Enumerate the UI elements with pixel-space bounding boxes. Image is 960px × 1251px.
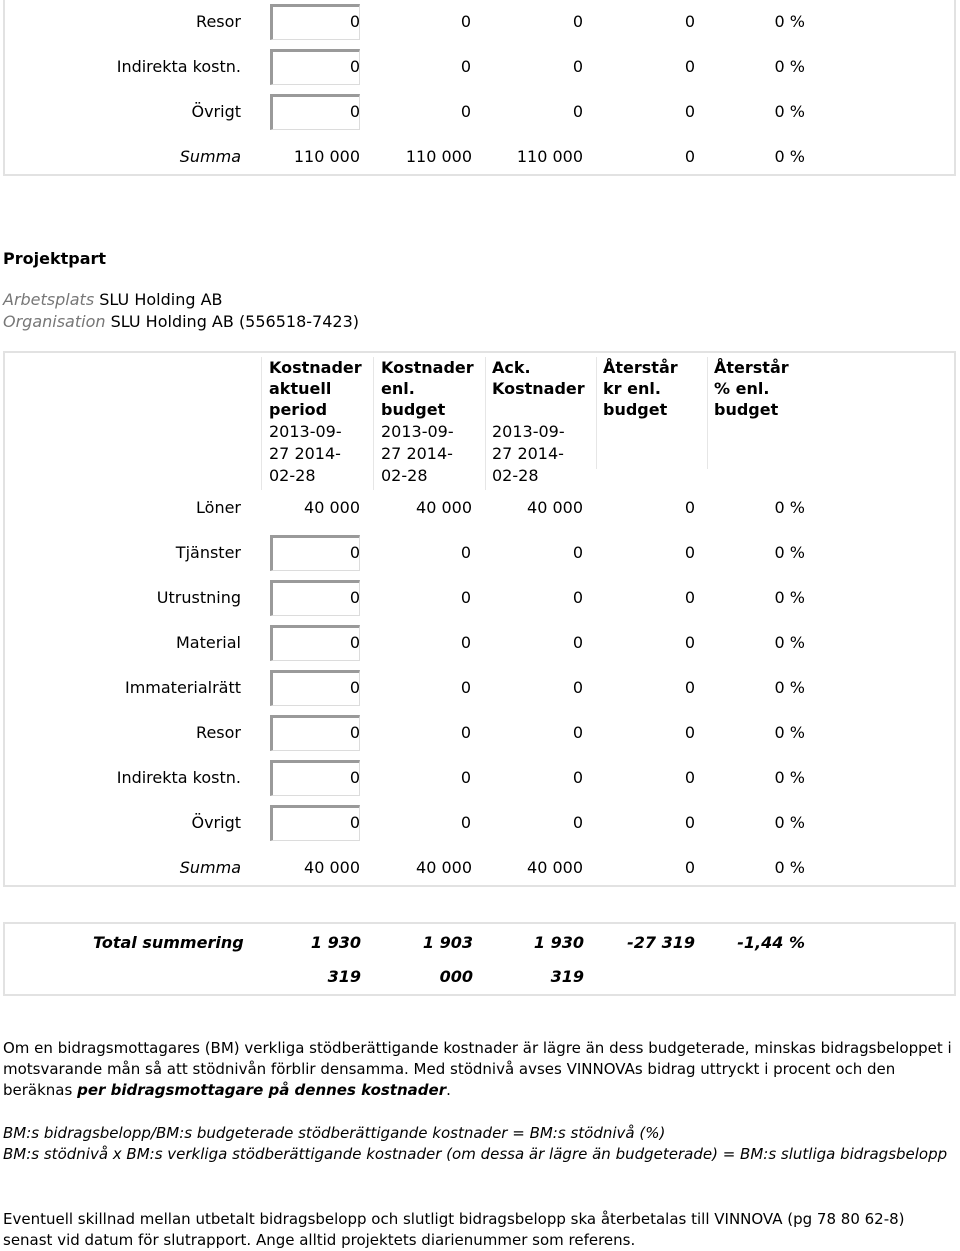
cell-v1: 0 [349, 57, 360, 76]
cell-v1: 0 [349, 768, 360, 787]
cell-v1: 0 [349, 813, 360, 832]
row-label: Resor [196, 12, 241, 31]
cell-v5: 0 % [774, 723, 805, 742]
header-text: budget [714, 400, 779, 419]
row-label: Summa [179, 147, 241, 166]
cell-v1: 0 [349, 543, 360, 562]
cost-table [3, 351, 956, 887]
cell-v1: 40 000 [304, 498, 360, 517]
header-text: budget [603, 400, 668, 419]
row-label: Indirekta kostn. [116, 768, 241, 787]
total-value-4: -27 319 [627, 933, 695, 952]
section-title: Projektpart [3, 249, 107, 268]
header-date: 27 2014- [492, 444, 564, 463]
header-text: Återstår [714, 358, 789, 377]
total-value-5: -1,44 % [737, 933, 805, 952]
cell-v1: 0 [349, 588, 360, 607]
cell-v2: 40 000 [416, 858, 472, 877]
cell-v5: 0 % [774, 498, 805, 517]
cell-v2: 0 [460, 102, 471, 121]
header-date: 2013-09- [381, 422, 454, 441]
arbetsplats-key: Arbetsplats [3, 290, 95, 309]
cell-v2: 0 [460, 813, 471, 832]
column-separator [707, 357, 708, 469]
header-text: Kostnader [269, 358, 362, 377]
total-value-2b: 000 [439, 967, 473, 986]
cell-v1: 0 [349, 723, 360, 742]
table-row [5, 846, 954, 891]
header-text: Kostnader [381, 358, 474, 377]
header-ack-kostnader [492, 357, 585, 486]
total-value-3b: 319 [550, 967, 584, 986]
info-paragraph [3, 1038, 953, 1101]
header-date: 02-28 [381, 466, 428, 485]
cell-v4: 0 [684, 57, 695, 76]
cell-v2: 0 [460, 543, 471, 562]
cell-v2: 0 [460, 588, 471, 607]
row-label: Immaterialrätt [124, 678, 241, 697]
cell-v1: 40 000 [304, 858, 360, 877]
header-date: 2013-09- [269, 422, 342, 441]
cell-v3: 0 [572, 57, 583, 76]
cell-v3: 0 [572, 543, 583, 562]
cell-v1: 0 [349, 12, 360, 31]
top-cost-table [3, 0, 956, 176]
header-date: 2013-09- [492, 422, 565, 441]
table-row [5, 135, 954, 180]
cell-v1: 0 [349, 678, 360, 697]
cell-v4: 0 [684, 678, 695, 697]
cell-v3: 0 [572, 102, 583, 121]
cell-v2: 0 [460, 12, 471, 31]
header-text: kr enl. [603, 379, 661, 398]
column-separator [261, 357, 262, 490]
header-text: period [269, 400, 328, 419]
arbetsplats-value: SLU Holding AB [99, 290, 223, 309]
row-label: Övrigt [191, 813, 241, 832]
cell-v2: 110 000 [405, 147, 472, 166]
organisation-line [3, 312, 359, 331]
cell-v5: 0 % [774, 768, 805, 787]
cell-v1: 0 [349, 633, 360, 652]
header-text: aktuell [269, 379, 332, 398]
table-row [5, 621, 954, 666]
cell-v3: 0 [572, 813, 583, 832]
cell-v2: 0 [460, 633, 471, 652]
cell-v5: 0 % [774, 543, 805, 562]
cell-v4: 0 [684, 498, 695, 517]
total-value-1: 1 930 [310, 933, 361, 952]
header-text: % enl. [714, 379, 770, 398]
column-separator [373, 357, 374, 490]
header-aterstar-procent [714, 357, 789, 420]
table-row [5, 531, 954, 576]
cell-v5: 0 % [774, 102, 805, 121]
row-label: Löner [196, 498, 241, 517]
formula-1: BM:s bidragsbelopp/BM:s budgeterade stödberättigande kostnader = BM:s stödnivå (%) [3, 1124, 666, 1142]
column-separator [485, 357, 486, 490]
cell-v5: 0 % [774, 678, 805, 697]
cell-v4: 0 [684, 12, 695, 31]
cell-v2: 40 000 [416, 498, 472, 517]
info-text: Om en bidragsmottagares (BM) verkliga stödberättigande kostnader är lägre än dess budgeterade, minskas bidragsbeloppet i motsvarande mån så att stödnivån förblir densamma. Med stödnivå avses VINNOVAs bidrag uttryckt i procent och den beräknas [3, 1039, 952, 1099]
table-row [5, 90, 954, 135]
cell-v3: 0 [572, 768, 583, 787]
table-row [5, 756, 954, 801]
total-label: Total summering [93, 933, 244, 952]
cell-v2: 0 [460, 768, 471, 787]
table-row [5, 486, 954, 531]
cell-v5: 0 % [774, 588, 805, 607]
row-label: Övrigt [191, 102, 241, 121]
row-label: Summa [179, 858, 241, 877]
table-row [5, 45, 954, 90]
header-text: Kostnader [492, 379, 585, 398]
row-label: Indirekta kostn. [116, 57, 241, 76]
cell-v4: 0 [684, 768, 695, 787]
column-separator [596, 357, 597, 469]
total-value-2: 1 903 [422, 933, 473, 952]
cell-v3: 0 [572, 12, 583, 31]
arbetsplats-line [3, 290, 223, 309]
formula-2: BM:s stödnivå x BM:s verkliga stödberättigande kostnader (om dessa är lägre än budgeterade) = BM:s slutliga bidragsbelopp [3, 1145, 948, 1163]
cell-v5: 0 % [774, 858, 805, 877]
cell-v2: 0 [460, 723, 471, 742]
row-label: Utrustning [156, 588, 241, 607]
organisation-value: SLU Holding AB (556518-7423) [110, 312, 359, 331]
cell-v4: 0 [684, 102, 695, 121]
table-row [5, 0, 954, 45]
cell-v5: 0 % [774, 12, 805, 31]
cell-v4: 0 [684, 147, 695, 166]
cell-v3: 40 000 [527, 498, 583, 517]
header-date: 27 2014- [269, 444, 341, 463]
repayment-paragraph: Eventuell skillnad mellan utbetalt bidragsbelopp och slutligt bidragsbelopp ska återbetalas till VINNOVA (pg 78 80 62-8) senast vid datum för slutrapport. Ange alltid projektets diarienummer som referens. [3, 1210, 905, 1249]
cell-v1: 0 [349, 102, 360, 121]
cell-v3: 0 [572, 678, 583, 697]
row-label: Resor [196, 723, 241, 742]
header-kostnader-aktuell [269, 357, 362, 486]
cell-v3: 40 000 [527, 858, 583, 877]
cell-v4: 0 [684, 813, 695, 832]
row-label: Tjänster [175, 543, 241, 562]
cell-v4: 0 [684, 858, 695, 877]
table-header [5, 357, 954, 493]
total-value-3: 1 930 [533, 933, 584, 952]
cell-v5: 0 % [774, 57, 805, 76]
table-row [5, 711, 954, 756]
cell-v5: 0 % [774, 147, 805, 166]
info-emphasis: per bidragsmottagare på dennes kostnader [77, 1081, 447, 1099]
header-kostnader-budget [381, 357, 474, 486]
table-row [5, 801, 954, 846]
header-text: Ack. [492, 358, 531, 377]
cell-v3: 0 [572, 588, 583, 607]
header-text: enl. [381, 379, 415, 398]
cell-v5: 0 % [774, 633, 805, 652]
cell-v3: 110 000 [516, 147, 583, 166]
total-summary [3, 922, 956, 996]
cell-v4: 0 [684, 588, 695, 607]
cell-v3: 0 [572, 723, 583, 742]
total-value-1b: 319 [327, 967, 361, 986]
header-date: 02-28 [269, 466, 316, 485]
cell-v4: 0 [684, 543, 695, 562]
info-text-end: . [446, 1081, 451, 1099]
row-label: Material [176, 633, 241, 652]
header-date: 02-28 [492, 466, 539, 485]
header-date: 27 2014- [381, 444, 453, 463]
cell-v5: 0 % [774, 813, 805, 832]
table-row [5, 666, 954, 711]
cell-v2: 0 [460, 678, 471, 697]
header-text: Återstår [603, 358, 678, 377]
cell-v2: 0 [460, 57, 471, 76]
header-aterstar-kr [603, 357, 678, 420]
cell-v4: 0 [684, 633, 695, 652]
cell-v1: 110 000 [293, 147, 360, 166]
cell-v4: 0 [684, 723, 695, 742]
header-text: budget [381, 400, 446, 419]
cell-v3: 0 [572, 633, 583, 652]
organisation-key: Organisation [3, 312, 106, 331]
table-row [5, 576, 954, 621]
